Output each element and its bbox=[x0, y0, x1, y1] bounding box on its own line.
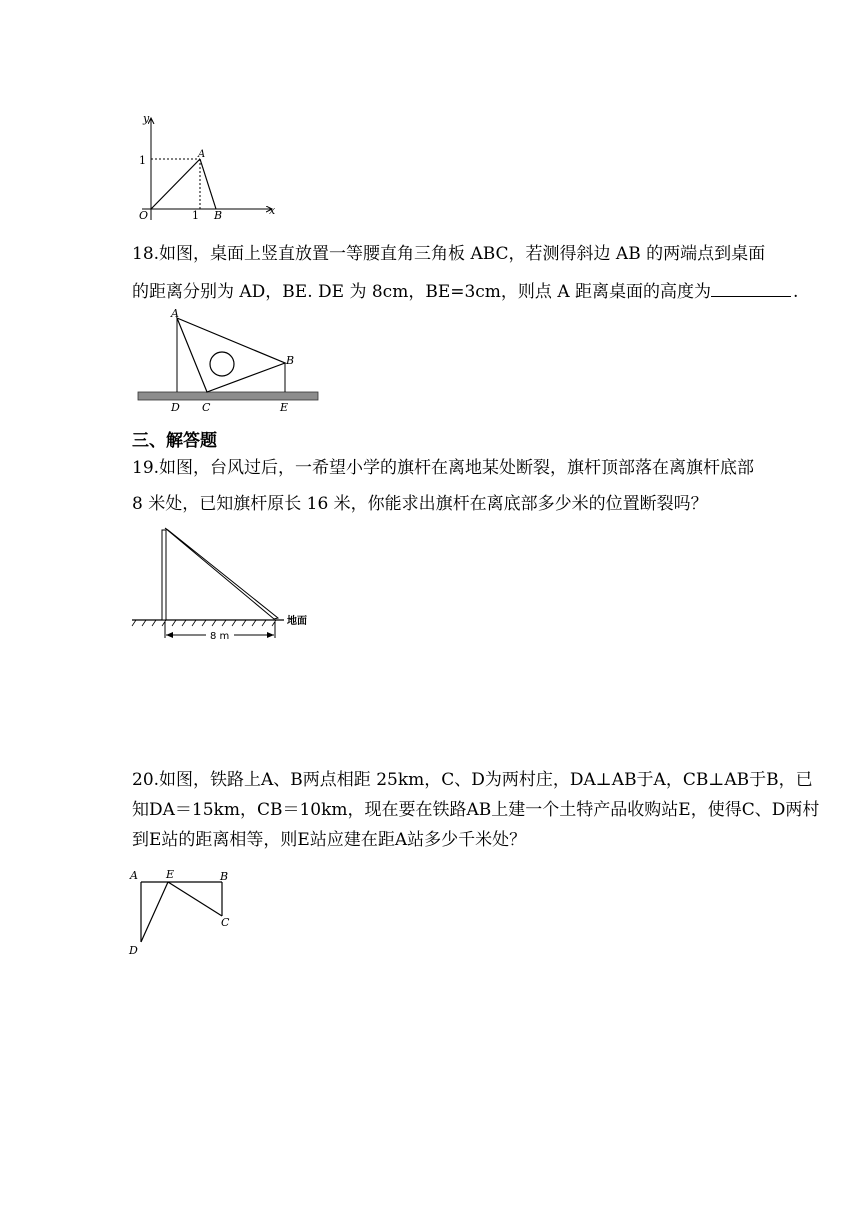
label-B: B bbox=[286, 354, 295, 367]
pole-fallen bbox=[165, 528, 278, 619]
segment-OA bbox=[151, 159, 200, 209]
pole-standing bbox=[162, 530, 166, 620]
label-A: A bbox=[130, 869, 138, 882]
label-B: B bbox=[220, 870, 229, 883]
triangle-hole bbox=[210, 352, 234, 376]
label-D: D bbox=[129, 944, 138, 957]
label-B: B bbox=[214, 209, 223, 222]
ground-hatching bbox=[132, 620, 276, 626]
distance-label: 8 m bbox=[210, 631, 230, 642]
table-surface bbox=[138, 392, 318, 400]
q18-line2-text: 的距离分别为 AD，BE. DE 为 8cm，BE=3cm，则点 A 距离桌面的高度为 bbox=[132, 282, 712, 302]
tick-x-1: 1 bbox=[192, 209, 199, 222]
label-A: A bbox=[198, 149, 206, 160]
q20-line1: 20.如图，铁路上A、B两点相距 25km，C、D为两村庄，DA⊥AB于A，CB⊥AB于B，已 bbox=[132, 770, 813, 790]
q18-line2-end: . bbox=[793, 282, 799, 302]
label-C: C bbox=[221, 916, 230, 929]
dim-arrow-left bbox=[166, 632, 173, 638]
answer-blank bbox=[711, 282, 791, 297]
coordinate-figure bbox=[128, 108, 288, 228]
triangle-table-figure bbox=[128, 304, 328, 416]
dim-arrow-right bbox=[267, 632, 274, 638]
segment-DE bbox=[141, 882, 168, 942]
label-E: E bbox=[280, 401, 289, 414]
flagpole-figure bbox=[128, 522, 328, 646]
q19-line1: 19.如图，台风过后，一希望小学的旗杆在离地某处断裂，旗杆顶部落在离旗杆底部 bbox=[132, 458, 755, 478]
label-y: y bbox=[143, 112, 150, 125]
label-C: C bbox=[202, 401, 211, 414]
q20-line2: 知DA＝15km，CB＝10km，现在要在铁路AB上建一个土特产品收购站E，使得C、D两村 bbox=[132, 800, 820, 820]
segment-AB bbox=[200, 159, 216, 209]
segment-EC bbox=[168, 882, 222, 916]
label-E: E bbox=[166, 868, 175, 881]
railway-figure bbox=[126, 864, 246, 964]
q18-line1: 18.如图，桌面上竖直放置一等腰直角三角板 ABC，若测得斜边 AB 的两端点到桌面 bbox=[132, 244, 766, 264]
label-A: A bbox=[171, 307, 179, 320]
section-heading: 三、解答题 bbox=[132, 431, 217, 451]
q19-line2: 8 米处，已知旗杆原长 16 米，你能求出旗杆在离底部多少米的位置断裂吗？ bbox=[132, 494, 708, 514]
label-x: x bbox=[269, 204, 276, 217]
tick-y-1: 1 bbox=[139, 154, 146, 167]
q18-line2 bbox=[132, 282, 798, 301]
label-D: D bbox=[171, 401, 180, 414]
triangle-ABC bbox=[177, 318, 285, 392]
label-O: O bbox=[139, 209, 149, 222]
ground-label: 地面 bbox=[287, 616, 307, 627]
q20-line3: 到E站的距离相等，则E站应建在距A站多少千米处？ bbox=[132, 830, 527, 850]
